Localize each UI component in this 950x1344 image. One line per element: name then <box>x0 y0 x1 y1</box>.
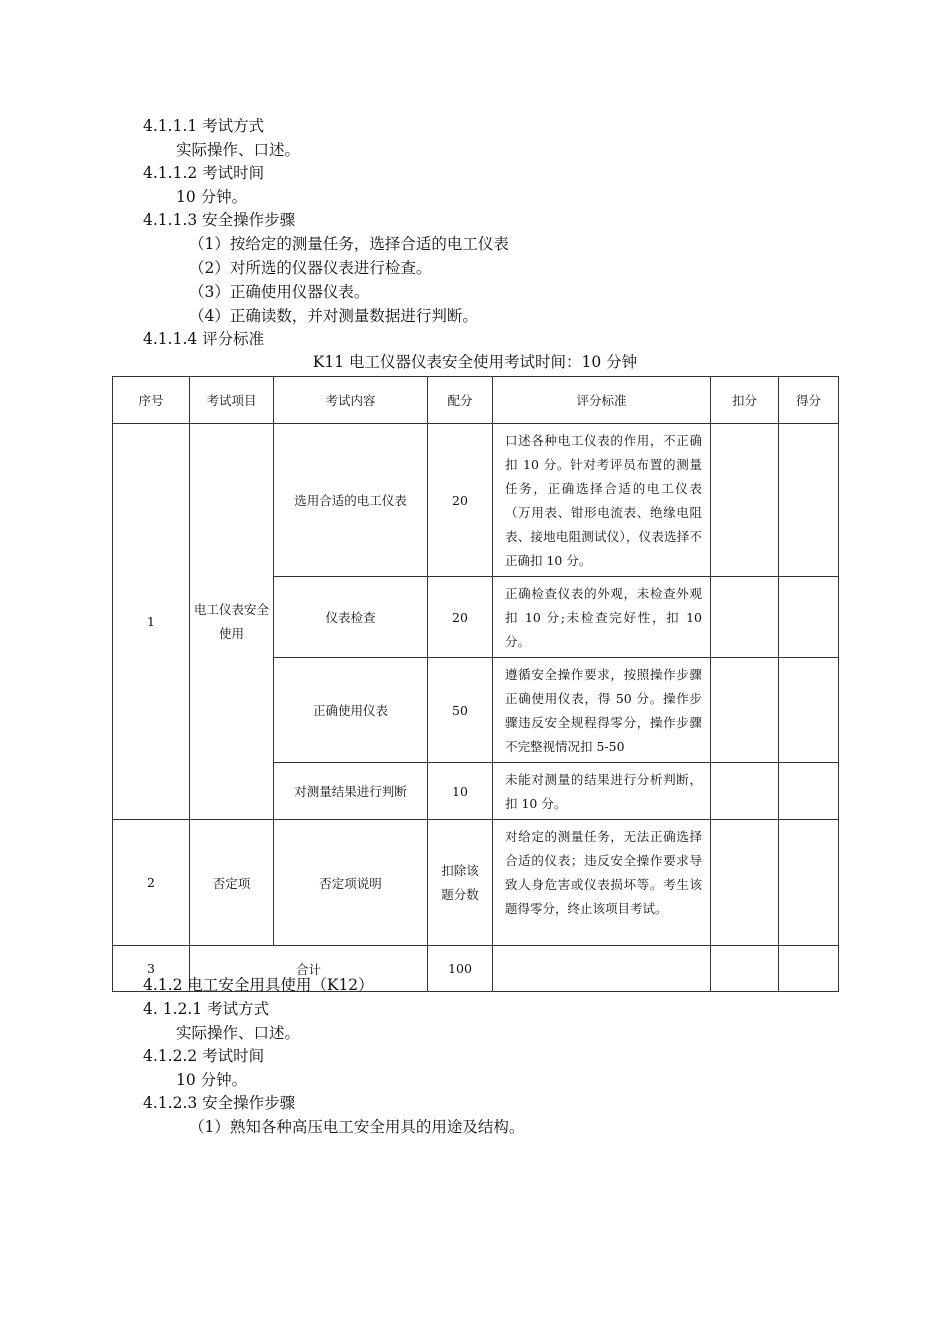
score-cell <box>779 820 839 946</box>
section-4-1-2-3-title: 4.1.2.3 安全操作步骤 <box>143 1094 296 1112</box>
section-4-1-1-2-body: 10 分钟。 <box>176 188 248 206</box>
score-cell <box>779 946 839 992</box>
header-cell: 配分 <box>428 377 493 424</box>
header-cell: 扣分 <box>711 377 779 424</box>
header-cell: 评分标准 <box>493 377 711 424</box>
step-item: （1）按给定的测量任务，选择合适的电工仪表 <box>189 235 509 253</box>
section-4-1-1-4-title: 4.1.1.4 评分标准 <box>143 330 265 348</box>
scoring-criteria: 口述各种电工仪表的作用，不正确扣 10 分。针对考评员布置的测量任务，正确选择合适的电工仪表（万用表、钳形电流表、绝缘电阻表、接地电阻测试仪），仪表选择不正确扣 10 分。 <box>493 424 711 577</box>
scoring-table <box>112 376 839 992</box>
exam-content: 选用合适的电工仪表 <box>274 424 428 577</box>
scoring-criteria: 对给定的测量任务，无法正确选择合适的仪表；违反安全操作要求导致人身危害或仪表损坏等。考生该题得零分，终止该项目考试。 <box>493 820 711 946</box>
exam-content: 对测量结果进行判断 <box>274 763 428 820</box>
exam-content: 正确使用仪表 <box>274 658 428 763</box>
deduction-cell <box>711 424 779 577</box>
step-item: （3）正确使用仪器仪表。 <box>189 283 370 301</box>
scoring-criteria: 正确检查仪表的外观，未检查外观扣 10 分;未检查完好性，扣 10 分。 <box>493 577 711 658</box>
section-4-1-1-3-title: 4.1.1.3 安全操作步骤 <box>143 211 296 229</box>
exam-content: 否定项说明 <box>274 820 428 946</box>
table-header-row <box>113 377 839 424</box>
section-4-1-2-1-title: 4. 1.2.1 考试方式 <box>143 1000 270 1018</box>
row-number: 1 <box>113 424 190 820</box>
deduction-cell <box>711 763 779 820</box>
deduction-cell <box>711 820 779 946</box>
table-caption: K11 电工仪器仪表安全使用考试时间：10 分钟 <box>312 353 638 371</box>
step-item: （1）熟知各种高压电工安全用具的用途及结构。 <box>189 1118 525 1136</box>
exam-content: 仪表检查 <box>274 577 428 658</box>
score-cell <box>779 424 839 577</box>
deduction-cell <box>711 577 779 658</box>
total-label: 合计 <box>190 946 428 992</box>
row-number: 2 <box>113 820 190 946</box>
header-cell: 得分 <box>779 377 839 424</box>
deduction-cell <box>711 658 779 763</box>
score-cell <box>779 658 839 763</box>
score-allotted: 扣除该题分数 <box>428 820 493 946</box>
section-4-1-1-1-body: 实际操作、口述。 <box>176 141 301 159</box>
score-cell <box>779 763 839 820</box>
section-4-1-2-1-body: 实际操作、口述。 <box>176 1024 301 1042</box>
header-cell: 考试项目 <box>190 377 274 424</box>
scoring-criteria: 遵循安全操作要求，按照操作步骤正确使用仪表，得 50 分。操作步骤违反安全规程得零分，操作步骤不完整视情况扣 5-50 <box>493 658 711 763</box>
score-allotted: 20 <box>428 424 493 577</box>
criteria-cell <box>493 946 711 992</box>
scoring-criteria: 未能对测量的结果进行分析判断，扣 10 分。 <box>493 763 711 820</box>
score-cell <box>779 577 839 658</box>
exam-item: 电工仪表安全使用 <box>190 424 274 820</box>
section-4-1-2-title: 4.1.2 电工安全用具使用（K12） <box>143 976 374 994</box>
total-score: 100 <box>428 946 493 992</box>
deduction-cell <box>711 946 779 992</box>
section-4-1-1-1-title: 4.1.1.1 考试方式 <box>143 117 265 135</box>
section-4-1-1-2-title: 4.1.1.2 考试时间 <box>143 164 265 182</box>
header-cell: 考试内容 <box>274 377 428 424</box>
step-item: （2）对所选的仪器仪表进行检查。 <box>189 259 432 277</box>
row-number: 3 <box>113 946 190 992</box>
table-row <box>113 424 839 577</box>
exam-item: 否定项 <box>190 820 274 946</box>
section-4-1-2-2-body: 10 分钟。 <box>176 1071 248 1089</box>
score-allotted: 20 <box>428 577 493 658</box>
score-allotted: 50 <box>428 658 493 763</box>
section-4-1-2-2-title: 4.1.2.2 考试时间 <box>143 1047 265 1065</box>
header-cell: 序号 <box>113 377 190 424</box>
score-allotted: 10 <box>428 763 493 820</box>
table-row <box>113 820 839 946</box>
step-item: （4）正确读数，并对测量数据进行判断。 <box>189 307 478 325</box>
